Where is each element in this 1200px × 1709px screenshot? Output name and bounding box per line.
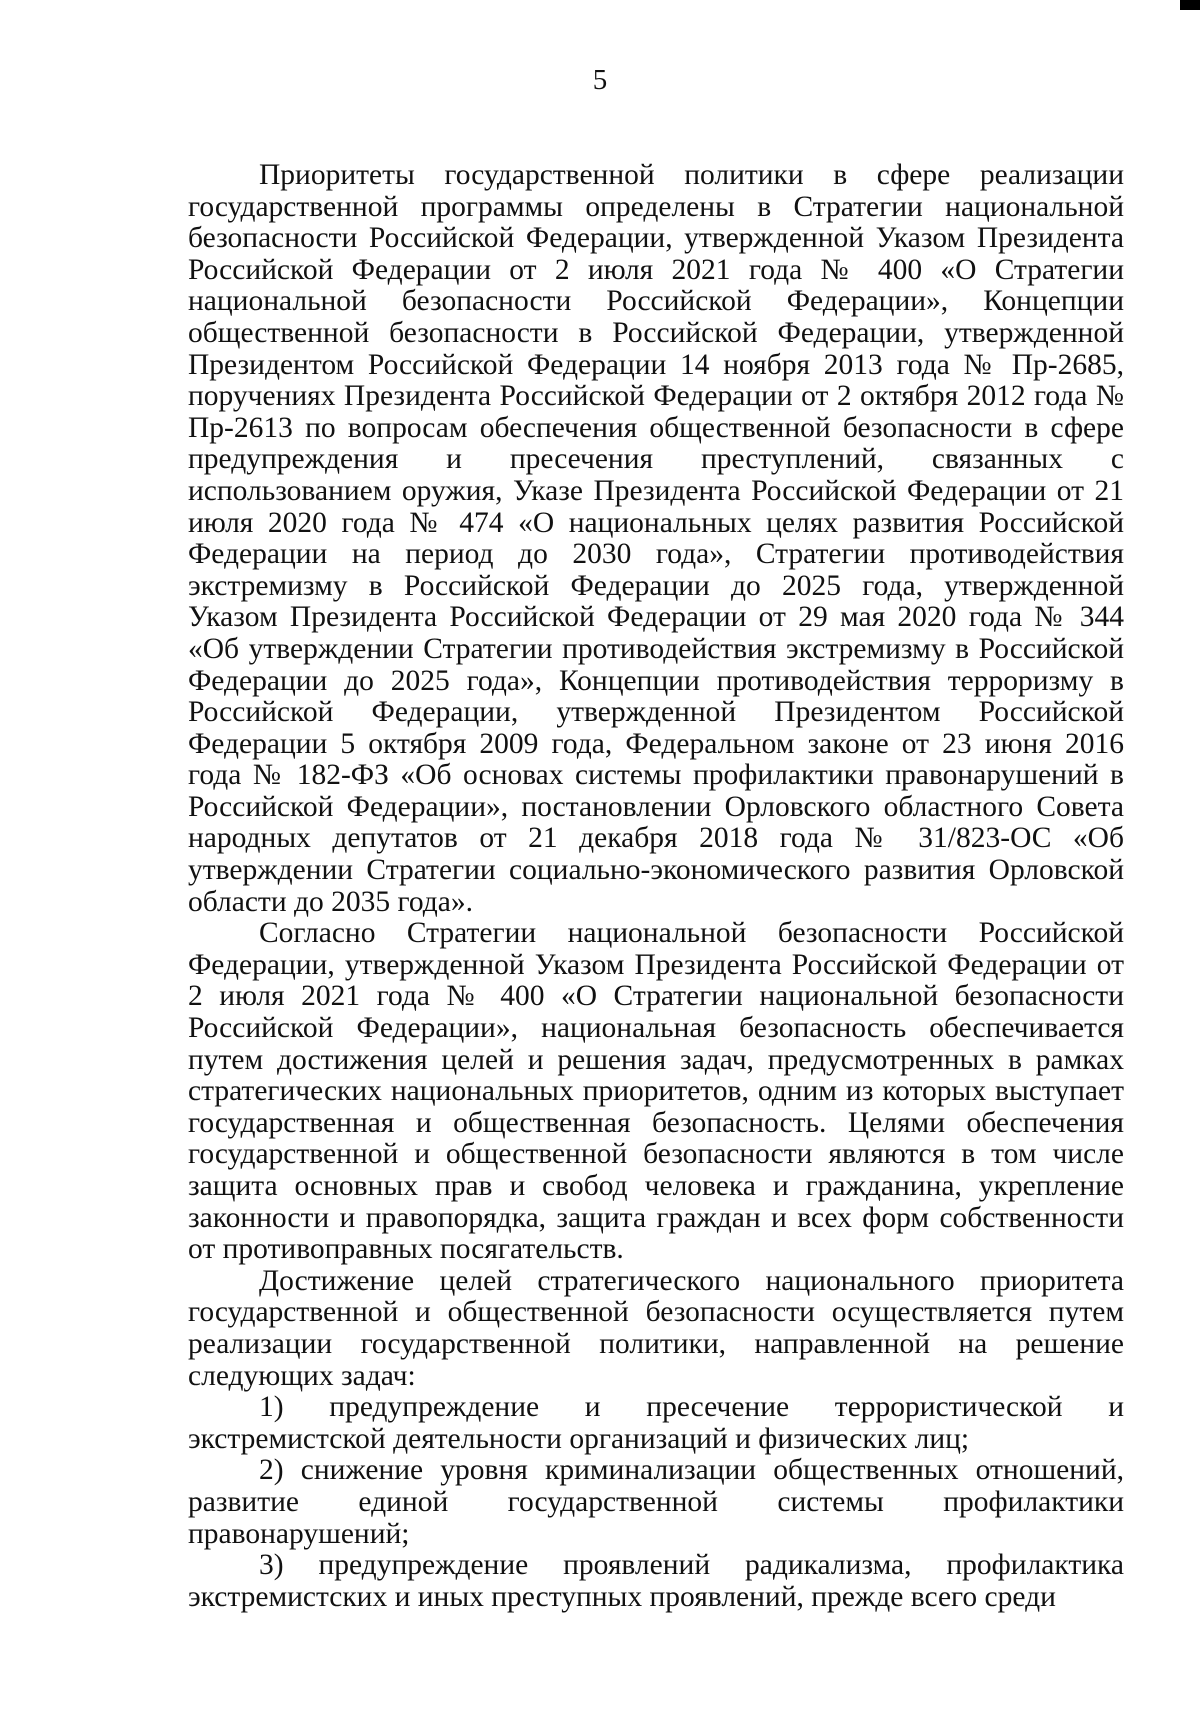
document-body: [188, 160, 1124, 1613]
page-number: 5: [592, 64, 608, 96]
paragraph-goals: Достижение целей стратегического национального приоритета государственной и общественной безопасности осуществляется путем реализации государственной политики, направленной на решение следующих задач:: [188, 1264, 1124, 1392]
list-item-2: 2) снижение уровня криминализации общественных отношений, развитие единой государственной системы профилактики правонарушений;: [188, 1454, 1124, 1550]
list-item-3: 3) предупреждение проявлений радикализма, профилактика экстремистских и иных преступных проявлений, прежде всего среди: [188, 1549, 1124, 1613]
scan-edge-mark: [1180, 0, 1200, 10]
list-item-1: 1) предупреждение и пресечение террористической и экстремистской деятельности организаций и физических лиц;: [188, 1391, 1124, 1455]
paragraph-strategy: Согласно Стратегии национальной безопасности Российской Федерации, утвержденной Указом Президента Российской Федерации от 2 июля 2021 года № 400 «О Стратегии национальной безопасности Российской Федерации», национальная безопасность обеспечивается путем достижения целей и решения задач, предусмотренных в рамках стратегических национальных приоритетов, одним из которых выступает государственная и общественная безопасность. Целями обеспечения государственной и общественной безопасности являются в том числе защита основных прав и свобод человека и гражданина, укрепление законности и правопорядка, защита граждан и всех форм собственности от противоправных посягательств.: [188, 917, 1124, 1266]
paragraph-priorities: Приоритеты государственной политики в сфере реализации государственной программы определены в Стратегии национальной безопасности Российской Федерации, утвержденной Указом Президента Российской Федерации от 2 июля 2021 года № 400 «О Стратегии национальной безопасности Российской Федерации», Концепции общественной безопасности в Российской Федерации, утвержденной Президентом Российской Федерации 14 ноября 2013 года № Пр-2685, поручениях Президента Российской Федерации от 2 октября 2012 года № Пр-2613 по вопросам обеспечения общественной безопасности в сфере предупреждения и пресечения преступлений, связанных с использованием оружия, Указе Президента Российской Федерации от 21 июля 2020 года № 474 «О национальных целях развития Российской Федерации на период до 2030 года», Стратегии противодействия экстремизму в Российской Федерации до 2025 года, утвержденной Указом Президента Российской Федерации от 29 мая 2020 года № 344 «Об утверждении Стратегии противодействия экстремизму в Российской Федерации до 2025 года», Концепции противодействия терроризму в Российской Федерации, утвержденной Президентом Российской Федерации 5 октября 2009 года, Федеральном законе от 23 июня 2016 года № 182-ФЗ «Об основах системы профилактики правонарушений в Российской Федерации», постановлении Орловского областного Совета народных депутатов от 21 декабря 2018 года № 31/823-ОС «Об утверждении Стратегии социально-экономического развития Орловской области до 2035 года».: [188, 159, 1124, 918]
